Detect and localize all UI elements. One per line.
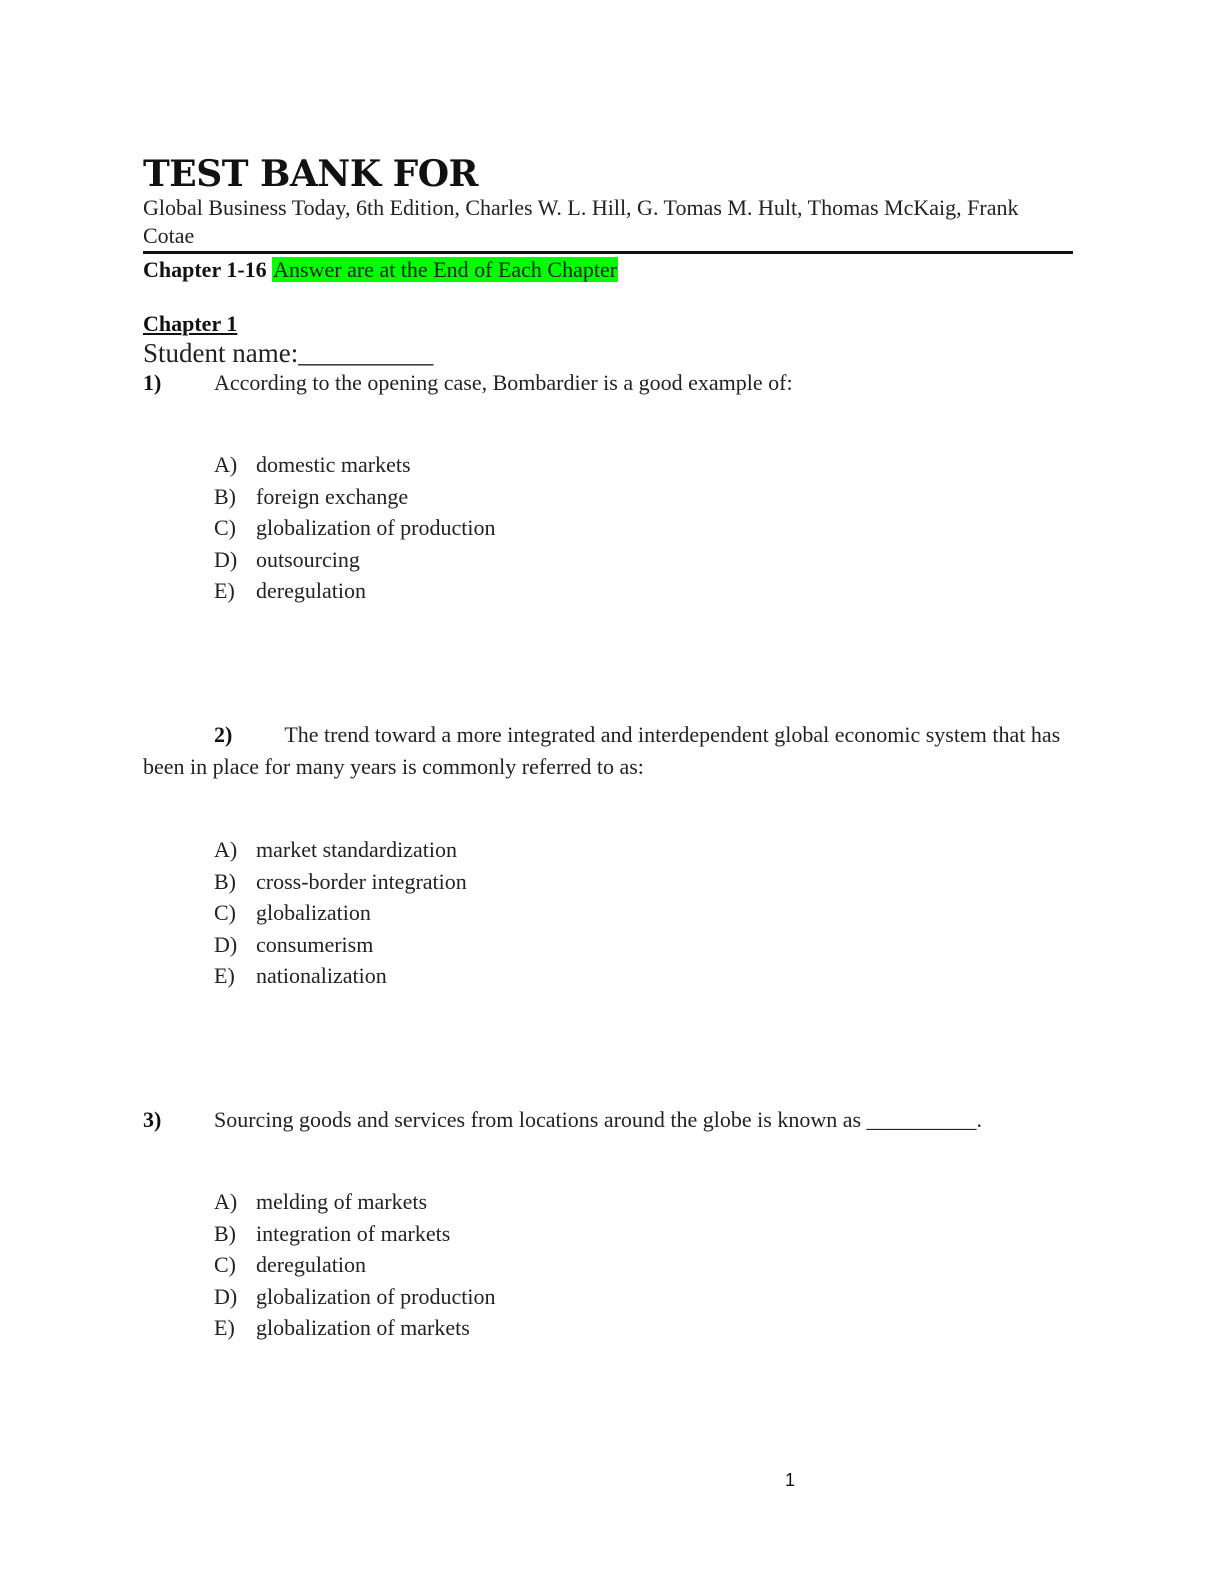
option bbox=[214, 1218, 496, 1250]
book-citation: Global Business Today, 6th Edition, Charles W. L. Hill, G. Tomas M. Hult, Thomas McKaig, Frank Cotae bbox=[143, 195, 1019, 248]
header-divider bbox=[143, 251, 1073, 254]
option bbox=[214, 960, 467, 992]
option-letter: D) bbox=[214, 931, 238, 957]
question-1-number: 1) bbox=[143, 370, 162, 395]
option-letter: A) bbox=[214, 1189, 238, 1214]
option-letter: E) bbox=[214, 1315, 235, 1340]
option bbox=[214, 929, 467, 961]
option-text: market standardization bbox=[256, 837, 457, 862]
option bbox=[214, 897, 467, 929]
chapter-heading: Chapter 1 bbox=[143, 311, 238, 336]
question-2-text: The trend toward a more integrated and interdependent global economic system that has been in place for many years is commonly referred to as: bbox=[143, 722, 1061, 779]
option-text: cross-border integration bbox=[256, 868, 467, 894]
answer-note-highlight: Answer are at the End of Each Chapter bbox=[273, 257, 618, 282]
student-name-field: Student name:__________ bbox=[143, 338, 434, 368]
option-letter: B) bbox=[214, 1220, 236, 1246]
option bbox=[214, 866, 467, 898]
chapter-range-line bbox=[143, 256, 618, 284]
question-3-number: 3) bbox=[143, 1107, 162, 1132]
option bbox=[214, 544, 496, 576]
option-letter: E) bbox=[214, 963, 235, 988]
question-3-text: Sourcing goods and services from locations around the globe is known as __________. bbox=[214, 1107, 983, 1132]
option-letter: C) bbox=[214, 1252, 236, 1277]
option-text: deregulation bbox=[256, 578, 366, 603]
option-letter: D) bbox=[214, 1283, 238, 1309]
option-letter: B) bbox=[214, 483, 236, 509]
question-1-options bbox=[214, 449, 496, 607]
option bbox=[214, 481, 496, 513]
page-number: 1 bbox=[784, 1470, 795, 1490]
option-letter: A) bbox=[214, 837, 238, 862]
option-letter: C) bbox=[214, 515, 236, 540]
option-text: globalization of production bbox=[256, 515, 496, 540]
option bbox=[214, 834, 467, 866]
option-text: globalization of production bbox=[256, 1283, 496, 1309]
option-text: consumerism bbox=[256, 931, 374, 957]
document-title: TEST BANK FOR bbox=[143, 153, 478, 195]
option bbox=[214, 1186, 496, 1218]
option-text: foreign exchange bbox=[256, 483, 409, 509]
option-text: globalization bbox=[256, 900, 371, 925]
question-1-text: According to the opening case, Bombardier is a good example of: bbox=[214, 370, 793, 395]
option-letter: B) bbox=[214, 868, 236, 894]
chapter-range: Chapter 1-16 bbox=[143, 257, 267, 282]
option bbox=[214, 575, 496, 607]
option-text: nationalization bbox=[256, 963, 387, 988]
option-letter: E) bbox=[214, 578, 235, 603]
option-letter: A) bbox=[214, 452, 238, 477]
option-text: integration of markets bbox=[256, 1220, 451, 1246]
question-3-options bbox=[214, 1186, 496, 1344]
option-text: melding of markets bbox=[256, 1189, 428, 1214]
question-2 bbox=[143, 719, 1073, 783]
question-2-options bbox=[214, 834, 467, 992]
option bbox=[214, 1249, 496, 1281]
option-text: outsourcing bbox=[256, 546, 360, 572]
option-text: deregulation bbox=[256, 1252, 366, 1277]
option-text: domestic markets bbox=[256, 452, 411, 477]
option bbox=[214, 1281, 496, 1313]
option bbox=[214, 1312, 496, 1344]
option bbox=[214, 512, 496, 544]
option bbox=[214, 449, 496, 481]
option-letter: D) bbox=[214, 546, 238, 572]
option-letter: C) bbox=[214, 900, 236, 925]
question-2-number: 2) bbox=[214, 722, 233, 747]
option-text: globalization of markets bbox=[256, 1315, 470, 1340]
